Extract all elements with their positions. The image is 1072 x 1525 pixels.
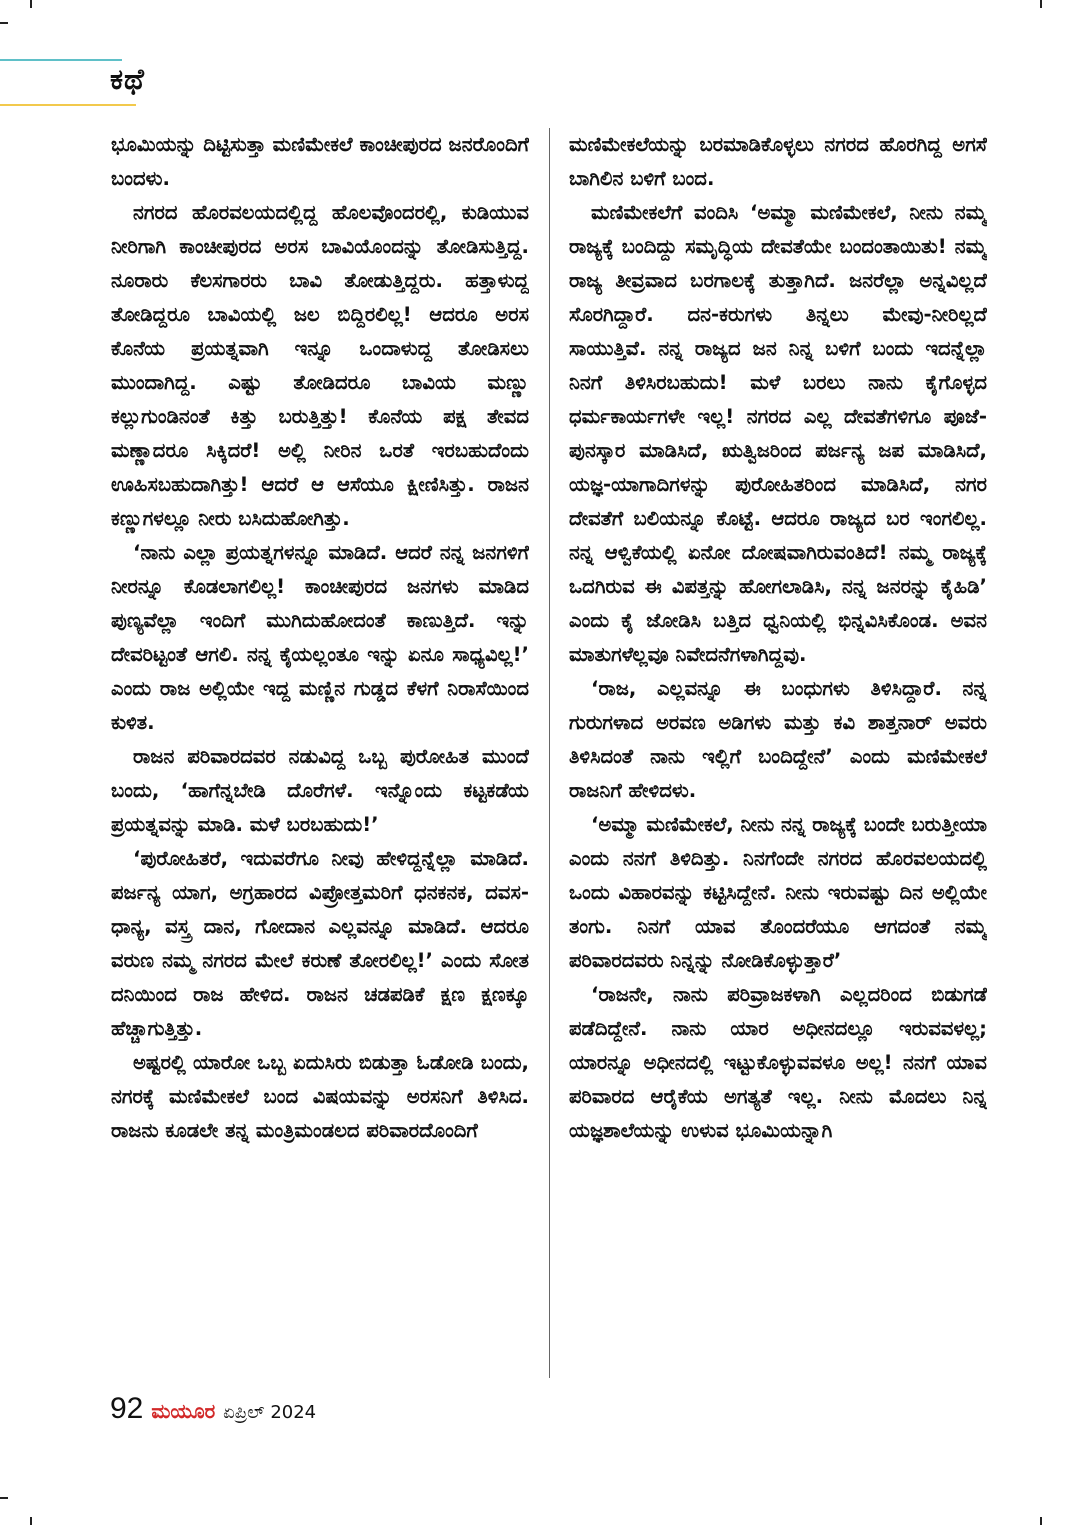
crop-mark-left-lower (0, 1497, 8, 1499)
magazine-logo: ಮಯೂರ (151, 1399, 216, 1423)
paragraph: ‘ಪುರೋಹಿತರೆ, ಇದುವರೆಗೂ ನೀವು ಹೇಳಿದ್ದನ್ನೆಲ್ಲಾ ಮಾಡಿದೆ. ಪರ್ಜನ್ಯ ಯಾಗ, ಅಗ್ರಹಾರದ ವಿಪ್ರೋತ್ತಮರಿಗೆ ಧನಕನಕ, ದವಸ-ಧಾನ್ಯ, ವಸ್ತ್ರ ದಾನ, ಗೋದಾನ ಎಲ್ಲವನ್ನೂ ಮಾಡಿದೆ. ಆದರೂ ವರುಣ ನಮ್ಮ ನಗರದ ಮೇಲೆ ಕರುಣೆ ತೋರಲಿಲ್ಲ!’ ಎಂದು ಸೋತ ದನಿಯಿಂದ ರಾಜ ಹೇಳಿದ. ರಾಜನ ಚಡಪಡಿಕೆ ಕ್ಷಣ ಕ್ಷಣಕ್ಕೂ ಹೆಚ್ಚಾಗುತ್ತಿತ್ತು. (111, 847, 529, 1040)
page-number: 92 (110, 1392, 144, 1425)
paragraph: ನಗರದ ಹೊರವಲಯದಲ್ಲಿದ್ದ ಹೊಲವೊಂದರಲ್ಲಿ, ಕುಡಿಯುವ ನೀರಿಗಾಗಿ ಕಾಂಚೀಪುರದ ಅರಸ ಬಾವಿಯೊಂದನ್ನು ತೋಡಿಸುತ್ತಿದ್ದ. ನೂರಾರು ಕೆಲಸಗಾರರು ಬಾವಿ ತೋಡುತ್ತಿದ್ದರು. ಹತ್ತಾಳುದ್ದ ತೋಡಿದ್ದರೂ ಬಾವಿಯಲ್ಲಿ ಜಲ ಬಿದ್ದಿರಲಿಲ್ಲ! ಆದರೂ ಅರಸ ಕೊನೆಯ ಪ್ರಯತ್ನವಾಗಿ ಇನ್ನೂ ಒಂದಾಳುದ್ದ ತೋಡಿಸಲು ಮುಂದಾಗಿದ್ದ. ಎಷ್ಟು ತೋಡಿದರೂ ಬಾವಿಯ ಮಣ್ಣು ಕಲ್ಲುಗುಂಡಿನಂತೆ ಕಿತ್ತು ಬರುತ್ತಿತ್ತು! ಕೊನೆಯ ಪಕ್ಷ ತೇವದ ಮಣ್ಣಾದರೂ ಸಿಕ್ಕಿದರೆ! ಅಲ್ಲಿ ನೀರಿನ ಒರತೆ ಇರಬಹುದೆಂದು ಊಹಿಸಬಹುದಾಗಿತ್ತು! ಆದರೆ ಆ ಆಸೆಯೂ ಕ್ಷೀಣಿಸಿತ್ತು. ರಾಜನ ಕಣ್ಣುಗಳಲ್ಲೂ ನೀರು ಬಸಿದುಹೋಗಿತ್ತು. (111, 201, 529, 530)
crop-mark-top-right (1040, 0, 1042, 8)
header-rule-yellow (0, 104, 136, 106)
crop-mark-top-left (30, 0, 32, 8)
paragraph: ರಾಜನ ಪರಿವಾರದವರ ನಡುವಿದ್ದ ಒಬ್ಬ ಪುರೋಹಿತ ಮುಂದೆ ಬಂದು, ‘ಹಾಗೆನ್ನಬೇಡಿ ದೊರೆಗಳೆ. ಇನ್ನೊಂದು ಕಟ್ಟಕಡೆಯ ಪ್ರಯತ್ನವನ್ನು ಮಾಡಿ. ಮಳೆ ಬರಬಹುದು!’ (111, 745, 529, 836)
paragraph: ಮಣಿಮೇಕಲೆಗೆ ವಂದಿಸಿ ‘ಅಮ್ಮಾ ಮಣಿಮೇಕಲೆ, ನೀನು ನಮ್ಮ ರಾಜ್ಯಕ್ಕೆ ಬಂದಿದ್ದು ಸಮೃದ್ಧಿಯ ದೇವತೆಯೇ ಬಂದಂತಾಯಿತು! ನಮ್ಮ ರಾಜ್ಯ ತೀವ್ರವಾದ ಬರಗಾಲಕ್ಕೆ ತುತ್ತಾಗಿದೆ. ಜನರೆಲ್ಲಾ ಅನ್ನವಿಲ್ಲದೆ ಸೊರಗಿದ್ದಾರೆ. ದನ-ಕರುಗಳು ತಿನ್ನಲು ಮೇವು-ನೀರಿಲ್ಲದೆ ಸಾಯುತ್ತಿವೆ. ನನ್ನ ರಾಜ್ಯದ ಜನ ನಿನ್ನ ಬಳಿಗೆ ಬಂದು ಇದನ್ನೆಲ್ಲಾ ನಿನಗೆ ತಿಳಿಸಿರಬಹುದು! ಮಳೆ ಬರಲು ನಾನು ಕೈಗೊಳ್ಳದ ಧರ್ಮಕಾರ್ಯಗಳೇ ಇಲ್ಲ! ನಗರದ ಎಲ್ಲ ದೇವತೆಗಳಿಗೂ ಪೂಜೆ-ಪುನಸ್ಕಾರ ಮಾಡಿಸಿದೆ, ಋತ್ವಿಜರಿಂದ ಪರ್ಜನ್ಯ ಜಪ ಮಾಡಿಸಿದೆ, ಯಜ್ಞ-ಯಾಗಾದಿಗಳನ್ನು ಪುರೋಹಿತರಿಂದ ಮಾಡಿಸಿದೆ, ನಗರ ದೇವತೆಗೆ ಬಲಿಯನ್ನೂ ಕೊಟ್ಟೆ. ಆದರೂ ರಾಜ್ಯದ ಬರ ಇಂಗಲಿಲ್ಲ. ನನ್ನ ಆಳ್ವಿಕೆಯಲ್ಲಿ ಏನೋ ದೋಷವಾಗಿರುವಂತಿದೆ! ನಮ್ಮ ರಾಜ್ಯಕ್ಕೆ ಒದಗಿರುವ ಈ ವಿಪತ್ತನ್ನು ಹೋಗಲಾಡಿಸಿ, ನನ್ನ ಜನರನ್ನು ಕೈಹಿಡಿ’ ಎಂದು ಕೈ ಜೋಡಿಸಿ ಬತ್ತಿದ ಧ್ವನಿಯಲ್ಲಿ ಭಿನ್ನವಿಸಿಕೊಂಡ. ಅವನ ಮಾತುಗಳೆಲ್ಲವೂ ನಿವೇದನೆಗಳಾಗಿದ್ದವು. (569, 201, 987, 666)
crop-mark-left-upper (0, 22, 8, 24)
section-title: ಕಥೆ (110, 62, 145, 96)
issue-date: ಏಪ್ರಿಲ್ 2024 (223, 1402, 317, 1423)
crop-mark-bottom-left (30, 1517, 32, 1525)
paragraph: ಮಣಿಮೇಕಲೆಯನ್ನು ಬರಮಾಡಿಕೊಳ್ಳಲು ನಗರದ ಹೊರಗಿದ್ದ ಅಗಸೆ ಬಾಗಿಲಿನ ಬಳಿಗೆ ಬಂದ. (569, 133, 987, 190)
paragraph: ಅಷ್ಟರಲ್ಲಿ ಯಾರೋ ಒಬ್ಬ ಏದುಸಿರು ಬಿಡುತ್ತಾ ಓಡೋಡಿ ಬಂದು, ನಗರಕ್ಕೆ ಮಣಿಮೇಕಲೆ ಬಂದ ವಿಷಯವನ್ನು ಅರಸನಿಗೆ ತಿಳಿಸಿದ. ರಾಜನು ಕೂಡಲೇ ತನ್ನ ಮಂತ್ರಿಮಂಡಲದ ಪರಿವಾರದೊಂದಿಗೆ (111, 1051, 529, 1142)
right-column (569, 128, 987, 1378)
page-footer (110, 1392, 316, 1426)
paragraph: ಭೂಮಿಯನ್ನು ದಿಟ್ಟಿಸುತ್ತಾ ಮಣಿಮೇಕಲೆ ಕಾಂಚೀಪುರದ ಜನರೊಂದಿಗೆ ಬಂದಳು. (111, 133, 529, 190)
column-divider (549, 128, 550, 1378)
header-rule-teal (0, 59, 122, 61)
paragraph: ‘ನಾನು ಎಲ್ಲಾ ಪ್ರಯತ್ನಗಳನ್ನೂ ಮಾಡಿದೆ. ಆದರೆ ನನ್ನ ಜನಗಳಿಗೆ ನೀರನ್ನೂ ಕೊಡಲಾಗಲಿಲ್ಲ! ಕಾಂಚೀಪುರದ ಜನಗಳು ಮಾಡಿದ ಪುಣ್ಯವೆಲ್ಲಾ ಇಂದಿಗೆ ಮುಗಿದುಹೋದಂತೆ ಕಾಣುತ್ತಿದೆ. ಇನ್ನು ದೇವರಿಟ್ಟಂತೆ ಆಗಲಿ. ನನ್ನ ಕೈಯಲ್ಲಂತೂ ಇನ್ನು ಏನೂ ಸಾಧ್ಯವಿಲ್ಲ!’ ಎಂದು ರಾಜ ಅಲ್ಲಿಯೇ ಇದ್ದ ಮಣ್ಣಿನ ಗುಡ್ಡದ ಕೆಳಗೆ ನಿರಾಸೆಯಿಂದ ಕುಳಿತ. (111, 541, 529, 734)
paragraph: ‘ರಾಜ, ಎಲ್ಲವನ್ನೂ ಈ ಬಂಧುಗಳು ತಿಳಿಸಿದ್ದಾರೆ. ನನ್ನ ಗುರುಗಳಾದ ಅರವಣ ಅಡಿಗಳು ಮತ್ತು ಕವಿ ಶಾತ್ತನಾರ್ ಅವರು ತಿಳಿಸಿದಂತೆ ನಾನು ಇಲ್ಲಿಗೆ ಬಂದಿದ್ದೇನೆ’ ಎಂದು ಮಣಿಮೇಕಲೆ ರಾಜನಿಗೆ ಹೇಳಿದಳು. (569, 677, 987, 802)
left-column (111, 128, 529, 1378)
crop-mark-bottom-right (1040, 1517, 1042, 1525)
paragraph: ‘ಅಮ್ಮಾ ಮಣಿಮೇಕಲೆ, ನೀನು ನನ್ನ ರಾಜ್ಯಕ್ಕೆ ಬಂದೇ ಬರುತ್ತೀಯಾ ಎಂದು ನನಗೆ ತಿಳಿದಿತ್ತು. ನಿನಗೆಂದೇ ನಗರದ ಹೊರವಲಯದಲ್ಲಿ ಒಂದು ವಿಹಾರವನ್ನು ಕಟ್ಟಿಸಿದ್ದೇನೆ. ನೀನು ಇರುವಷ್ಟು ದಿನ ಅಲ್ಲಿಯೇ ತಂಗು. ನಿನಗೆ ಯಾವ ತೊಂದರೆಯೂ ಆಗದಂತೆ ನಮ್ಮ ಪರಿವಾರದವರು ನಿನ್ನನ್ನು ನೋಡಿಕೊಳ್ಳುತ್ತಾರೆ’ (569, 813, 987, 972)
paragraph: ‘ರಾಜನೇ, ನಾನು ಪರಿವ್ರಾಜಕಳಾಗಿ ಎಲ್ಲದರಿಂದ ಬಿಡುಗಡೆ ಪಡೆದಿದ್ದೇನೆ. ನಾನು ಯಾರ ಅಧೀನದಲ್ಲೂ ಇರುವವಳಲ್ಲ; ಯಾರನ್ನೂ ಅಧೀನದಲ್ಲಿ ಇಟ್ಟುಕೊಳ್ಳುವವಳೂ ಅಲ್ಲ! ನನಗೆ ಯಾವ ಪರಿವಾರದ ಆರೈಕೆಯ ಅಗತ್ಯತೆ ಇಲ್ಲ. ನೀನು ಮೊದಲು ನಿನ್ನ ಯಜ್ಞಶಾಲೆಯನ್ನು ಉಳುವ ಭೂಮಿಯನ್ನಾಗಿ (569, 983, 987, 1142)
